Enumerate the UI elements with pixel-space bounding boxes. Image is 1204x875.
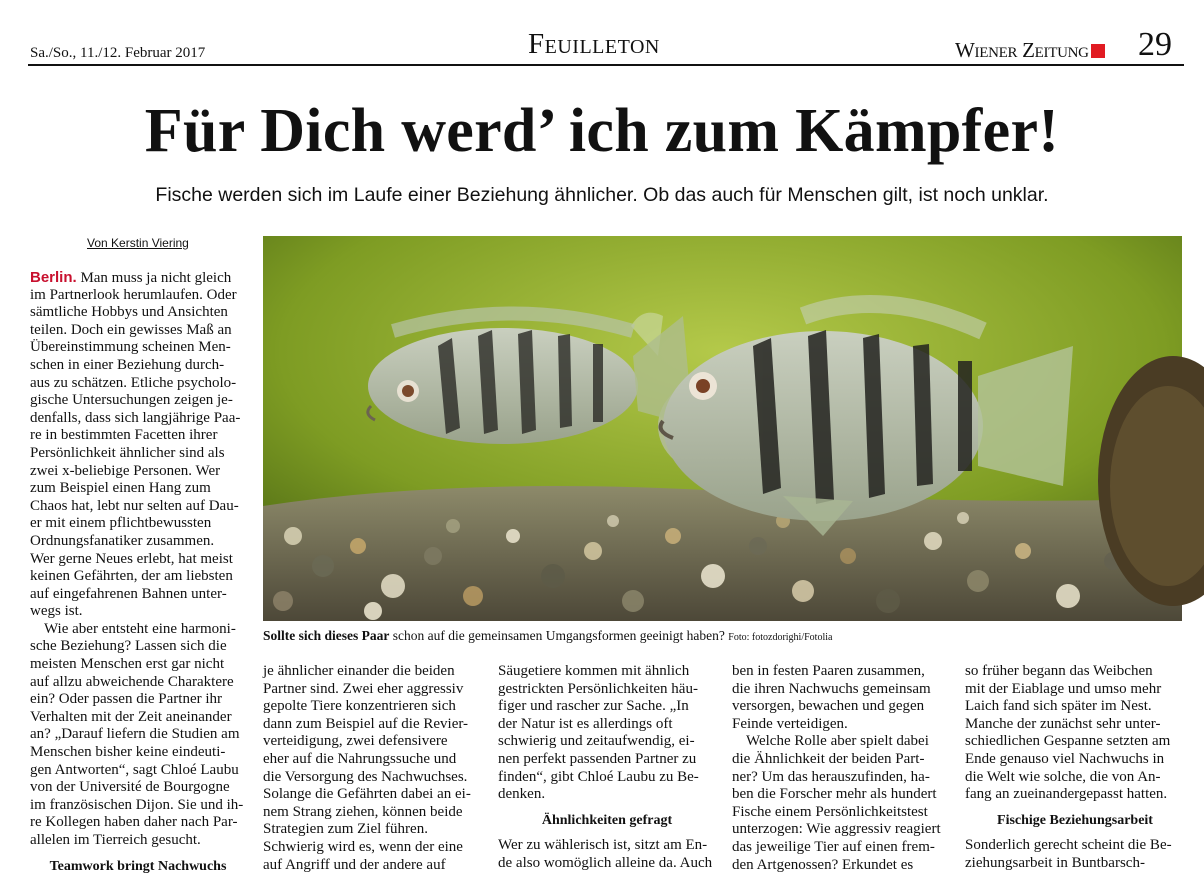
text-line: zwei x-beliebige Personen. Wer <box>30 462 221 479</box>
text-line: Partner sind. Zwei eher aggressiv <box>263 680 464 697</box>
text-line: wegs ist. <box>30 603 83 620</box>
text-line: fang an zueinandergepasst hatten. <box>965 786 1168 803</box>
text-line: Manche der zunächst sehr unter- <box>965 715 1161 732</box>
text-line: Strategien zum Ziel führen. <box>263 821 428 838</box>
text-line: aus zu schätzen. Etliche psycholo- <box>30 374 237 391</box>
text-line: keinen Gefährten, der am liebsten <box>30 568 233 585</box>
text-line: der Natur ist es allerdings oft <box>498 715 673 732</box>
issue-date: Sa./So., 11./12. Februar 2017 <box>30 45 206 61</box>
text-line: Welche Rolle aber spielt dabei <box>746 733 929 750</box>
text-line: die Versorgung des Nachwuchses. <box>263 768 468 785</box>
article-column-2 <box>263 663 483 874</box>
text-line: ben die Forscher mehr als hundert <box>732 786 937 803</box>
article-column-5 <box>965 663 1185 873</box>
text-line: gestrickten Persönlichkeiten häu- <box>498 680 698 697</box>
text-line: sämtliche Hobbys und Ansichten <box>30 304 228 321</box>
text-line: denken. <box>498 786 546 803</box>
text-line: denfalls, dass sich langjährige Paa- <box>30 409 241 426</box>
text-line: versorgen, bewachen und gegen <box>732 698 925 715</box>
caption-lead: Sollte sich dieses Paar <box>263 628 390 643</box>
article-subheadline: Fische werden sich im Laufe einer Beziehung ähnlicher. Ob das auch für Menschen gilt, ist noch unklar. <box>155 184 1049 206</box>
text-line: je ähnlicher einander die beiden <box>263 663 455 679</box>
text-line: Verhalten mit der Zeit aneinander <box>30 708 232 725</box>
section-title: Feuilleton <box>528 28 660 60</box>
text-line: gepolte Tiere konzentrieren sich <box>263 698 456 715</box>
text-line: den Artgenossen? Erkundet es <box>732 856 914 873</box>
text-line: sche Beziehung? Lassen sich die <box>30 638 227 655</box>
text-line: das jeweilige Tier auf einen frem- <box>732 838 935 855</box>
page-number: 29 <box>1138 26 1172 63</box>
caption-text: schon auf die gemeinsamen Umgangsformen geeinigt haben? <box>389 628 725 643</box>
text-line: die Welt wie solche, die von An- <box>965 768 1161 785</box>
text-line: finden“, gibt Chloé Laubu zu Be- <box>498 768 699 785</box>
header-rule <box>28 64 1184 66</box>
article-column-4 <box>732 663 950 874</box>
text-line: Solange die Gefährten dabei an ei- <box>263 786 471 803</box>
text-line: schiedlichen Gespanne setzten am <box>965 733 1171 750</box>
dateline-location: Berlin. <box>30 269 77 286</box>
text-line: Wie aber entsteht eine harmoni- <box>44 620 236 637</box>
text-line: Schwierig wird es, wenn der eine <box>263 838 463 855</box>
text-line: Wer gerne Neues erlebt, hat meist <box>30 550 233 567</box>
text-line: von der Université de Bourgogne <box>30 779 230 796</box>
text-line: Sonderlich gerecht scheint die Be- <box>965 837 1172 854</box>
text-line: unterzogen: Wie aggressiv reagiert <box>732 821 941 838</box>
photo-caption <box>263 628 1193 644</box>
text-line: Feinde verteidigen. <box>732 715 848 732</box>
text-line: die ihren Nachwuchs gemeinsam <box>732 680 931 697</box>
text-line: de also womöglich alleine da. Auch <box>498 854 713 871</box>
photo-credit: Foto: fotozdorighi/Fotolia <box>728 632 833 643</box>
subheading: Teamwork bringt Nachwuchs <box>49 858 227 874</box>
text-line: gische Untersuchungen zeigen je- <box>30 392 233 409</box>
text-line: Wer zu wählerisch ist, sitzt am En- <box>498 837 708 854</box>
text-line: schwierig und zeitaufwendig, ei- <box>498 733 695 750</box>
text-line: auf allzu abweichende Charaktere <box>30 673 234 690</box>
text-line-content: Man muss ja nicht gleich <box>80 270 232 286</box>
text-line: dann zum Beispiel auf die Revier- <box>263 715 469 732</box>
text-line: auf Angriff und der andere auf <box>263 856 446 873</box>
text-line: ner? Um das herauszufinden, ha- <box>732 768 930 785</box>
text-line: Fische einem Persönlichkeitstest <box>732 803 928 820</box>
text-line: im französischen Dijon. Sie und ih- <box>30 796 244 813</box>
text-line <box>30 269 246 287</box>
text-line: an? „Darauf liefern die Studien am <box>30 726 240 743</box>
text-line: meisten Menschen erst gar nicht <box>30 656 225 673</box>
article-column-3 <box>498 663 716 873</box>
text-line: Menschen bisher keine eindeuti- <box>30 744 226 761</box>
article-headline: Für Dich werd’ ich zum Kämpfer! <box>144 97 1060 165</box>
text-line: nem Strang ziehen, können beide <box>263 803 463 820</box>
text-line: gen Antworten“, sagt Chloé Laubu <box>30 761 239 778</box>
text-line: re in bestimmten Facetten ihrer <box>30 427 218 444</box>
subheading: Fischige Beziehungsarbeit <box>997 812 1153 828</box>
text-line: im Partnerlook herumlaufen. Oder <box>30 286 237 303</box>
article-photo <box>263 236 1182 621</box>
text-line: ziehungsarbeit in Buntbarsch- <box>965 854 1145 871</box>
subheading: Ähnlichkeiten gefragt <box>541 812 673 828</box>
text-line: Ende genauso viel Nachwuchs in <box>965 750 1165 767</box>
text-line: Säugetiere kommen mit ähnlich <box>498 663 690 679</box>
text-line: auf eingefahrenen Bahnen unter- <box>30 585 227 602</box>
text-line: Persönlichkeit ähnlicher sind als <box>30 444 225 461</box>
article-column-1 <box>30 269 246 875</box>
brand-square-icon <box>1091 44 1105 58</box>
byline: Von Kerstin Viering <box>87 236 189 250</box>
text-line: verteidigung, zwei defensivere <box>263 733 448 750</box>
text-line: Chaos hat, lebt nur selten auf Dau- <box>30 497 239 514</box>
text-line: er mit einem pflichtbewussten <box>30 515 212 532</box>
text-line: zum Beispiel einen Hang zum <box>30 480 211 497</box>
text-line: Ordnungsfanatiker zusammen. <box>30 532 215 549</box>
text-line: Übereinstimmung scheinen Men- <box>30 339 231 356</box>
fish-photo-illustration <box>263 236 1182 621</box>
text-line: die Ähnlichkeit der beiden Part- <box>732 750 925 767</box>
text-line: so früher begann das Weibchen <box>965 663 1153 679</box>
text-line: Laich fand sich später im Nest. <box>965 698 1152 715</box>
text-line: allelen im Tierreich gesucht. <box>30 832 201 848</box>
text-line: schen in einer Beziehung durch- <box>30 356 225 373</box>
newspaper-brand: Wiener Zeitung <box>955 38 1089 62</box>
text-line: ein? Oder passen die Partner ihr <box>30 691 223 708</box>
text-line: eher auf die Nahrungssuche und <box>263 750 457 767</box>
text-line: re Kollegen haben daher nach Par- <box>30 814 238 831</box>
text-line: teilen. Doch ein gewisses Maß an <box>30 321 232 338</box>
text-line: figer und rascher zur Sache. „In <box>498 698 689 715</box>
text-line: mit der Eiablage und umso mehr <box>965 680 1162 697</box>
text-line: ben in festen Paaren zusammen, <box>732 663 925 679</box>
text-line: nen perfekt passenden Partner zu <box>498 750 697 767</box>
